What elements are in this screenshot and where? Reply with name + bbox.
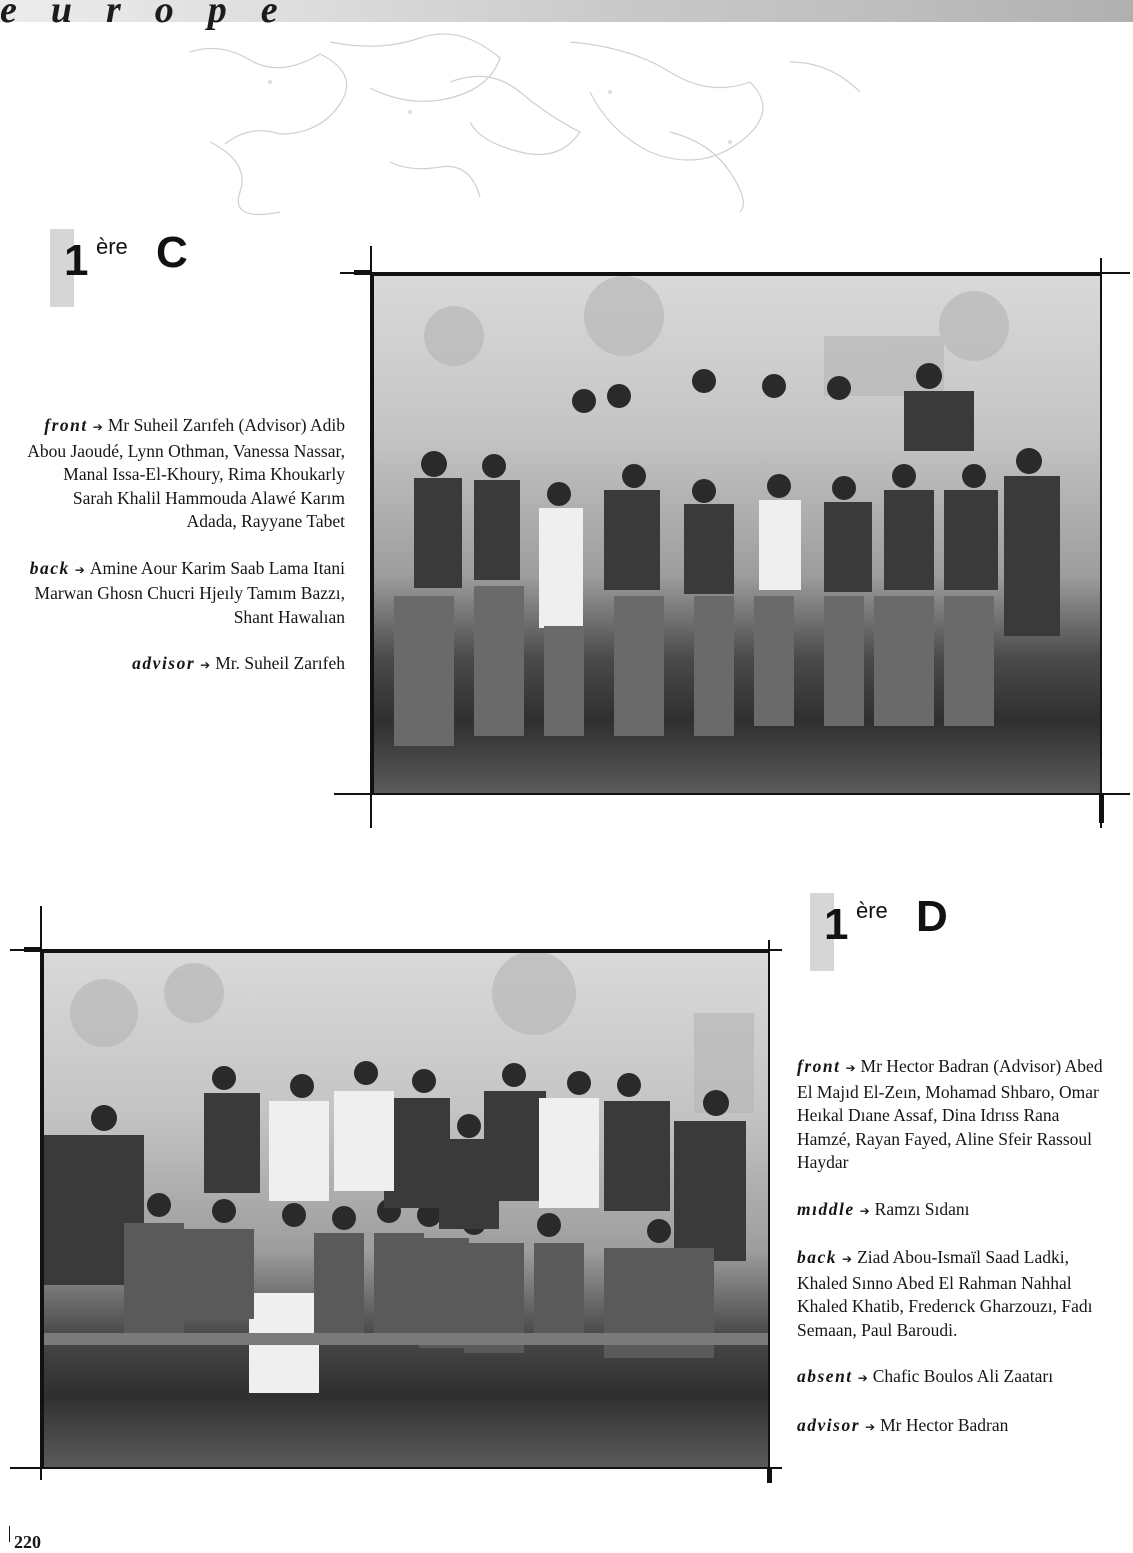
caption-text: Amine Aour Karim Saab Lama Itani Marwan Ghosn Chucri Hjeıly Tamım Bazzı, Shant Hawalıan [34,557,345,627]
caption-back [20,557,345,630]
class-number: 1 [64,236,89,285]
caption-text: Ramzı Sıdanı [874,1198,970,1219]
class-caption-1ere-d [797,1055,1115,1462]
group-photo-figures [374,276,1100,793]
caption-front [797,1055,1115,1175]
crop-mark [1099,795,1104,823]
caption-absent [797,1365,1115,1391]
caption-text: Mr Hector Badran (Advisor) Abed El Majıd El-Zeın, Mohamad Shbaro, Omar Heıkal Dıane Assaf, Dina Idrıss Rana Hamzé, Rayan Fayed, Aline Sfeir Rassoul Haydar [797,1056,1103,1172]
class-suffix: ère [96,234,128,259]
caption-label: absent [797,1366,853,1386]
class-letter: D [916,892,948,941]
crop-mark [24,947,40,952]
arrow-icon: ➔ [845,1061,856,1075]
caption-label: mıddle [797,1198,855,1219]
world-map-sketch [150,22,910,222]
caption-text: Mr Suheil Zarıfeh (Advisor) Adib Abou Jaoudé, Lynn Othman, Vanessa Nassar, Manal Issa-El-Khoury, Rima Khoukarly Sarah Khalil Hammouda Alawé Karım Adada, Rayyane Tabet [27,415,345,531]
caption-text: Ziad Abou-Ismaïl Saad Ladki, Khaled Sınno Abed El Rahman Nahhal Khaled Khatib, Frederıck Gharzouzı, Fadı Semaan, Paul Baroudi. [797,1247,1093,1340]
caption-back [797,1246,1115,1342]
class-suffix: ère [856,898,888,923]
class-number: 1 [824,900,849,949]
arrow-icon: ➔ [857,1371,868,1385]
arrow-icon: ➔ [74,562,85,577]
arrow-icon: ➔ [842,1252,853,1266]
arrow-icon: ➔ [92,420,103,434]
crop-mark [354,270,370,275]
caption-middle [797,1198,1115,1224]
arrow-icon: ➔ [865,1419,876,1434]
caption-label: advisor [797,1414,860,1435]
class-caption-1ere-c [20,414,345,701]
class-title-1ere-c [48,228,228,332]
caption-text: Mr Hector Badran [880,1414,1009,1435]
class-photo-1ere-d [42,951,770,1469]
page-number: 220 [14,1532,41,1552]
caption-label: back [797,1247,838,1267]
class-title-1ere-d [808,892,988,996]
caption-text: Mr. Suheil Zarıfeh [215,653,345,673]
caption-label: advisor [132,653,196,673]
arrow-icon: ➔ [859,1203,870,1218]
caption-label: back [29,557,70,578]
page-number-tick [9,1526,10,1542]
class-photo-1ere-c [372,274,1102,795]
caption-label: front [797,1056,841,1076]
caption-label: front [44,415,88,435]
caption-advisor [20,652,345,678]
caption-front [20,414,345,534]
group-photo-figures [44,953,768,1467]
caption-advisor [797,1414,1115,1440]
arrow-icon: ➔ [200,658,211,672]
crop-mark [767,1469,772,1483]
section-header-word: europe [0,0,312,31]
caption-text: Chafic Boulos Ali Zaatarı [872,1366,1054,1386]
class-letter: C [156,228,188,277]
